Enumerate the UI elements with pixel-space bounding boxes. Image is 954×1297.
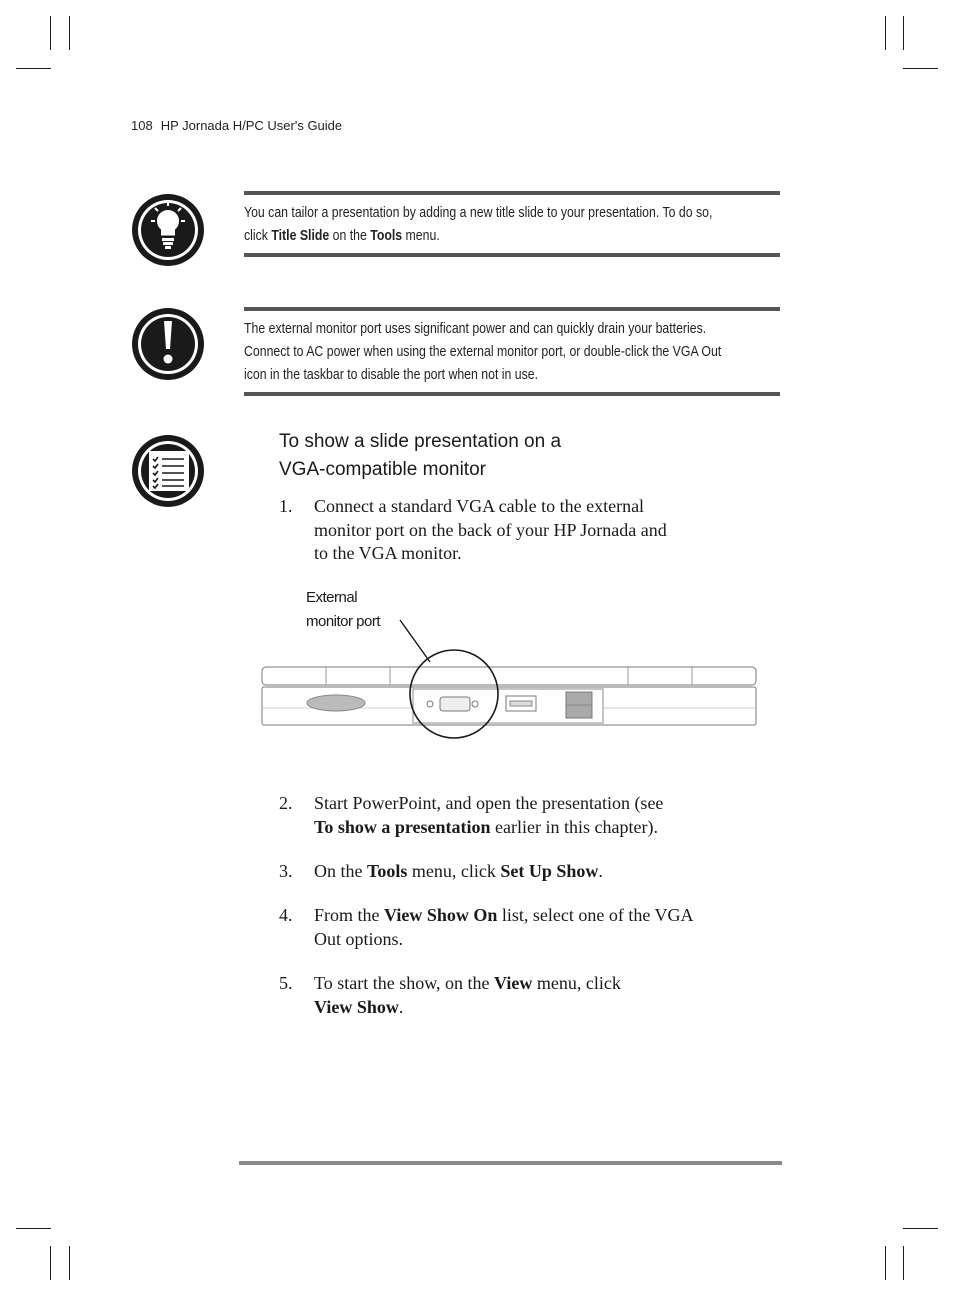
figure-callout: External monitor port (306, 589, 381, 630)
warning-bottom-rule (244, 392, 780, 396)
tools-menu-term: Tools (367, 861, 408, 881)
view-show-on-term: View Show On (384, 905, 498, 925)
device-back-illustration (258, 610, 758, 742)
lightbulb-icon (131, 193, 205, 267)
running-header (131, 118, 342, 133)
guide-title: HP Jornada H/PC User's Guide (160, 118, 343, 133)
title-slide-term: Title Slide (271, 227, 330, 244)
tip-note (244, 201, 780, 247)
tip-top-rule (244, 191, 780, 195)
tools-term: Tools (370, 227, 403, 244)
tip-bottom-rule (244, 253, 780, 257)
set-up-show-term: Set Up Show (500, 861, 599, 881)
tip-line-1: You can tailor a presentation by adding a new title slide to your presentation. To do so, (244, 204, 713, 221)
to-show-presentation-term: To show a presentation (314, 816, 491, 837)
tip-line-2: click Title Slide on the Tools menu. (244, 227, 440, 244)
warning-top-rule (244, 307, 780, 311)
exclamation-icon (131, 307, 205, 381)
page-number: 108 (131, 118, 153, 133)
view-show-term: View Show (314, 996, 399, 1017)
view-menu-term: View (494, 973, 533, 993)
procedure-title: To show a slide presentation on a VGA-compatible monitor (279, 431, 562, 480)
warning-note (244, 317, 780, 386)
warning-line-3: icon in the taskbar to disable the port when not in use. (244, 366, 539, 383)
checklist-icon (131, 434, 205, 508)
warning-line-1: The external monitor port uses significant power and can quickly drain your batteries. (244, 320, 707, 337)
footer-rule (239, 1161, 782, 1165)
warning-line-2: Connect to AC power when using the external monitor port, or double-click the VGA Out (244, 343, 722, 360)
